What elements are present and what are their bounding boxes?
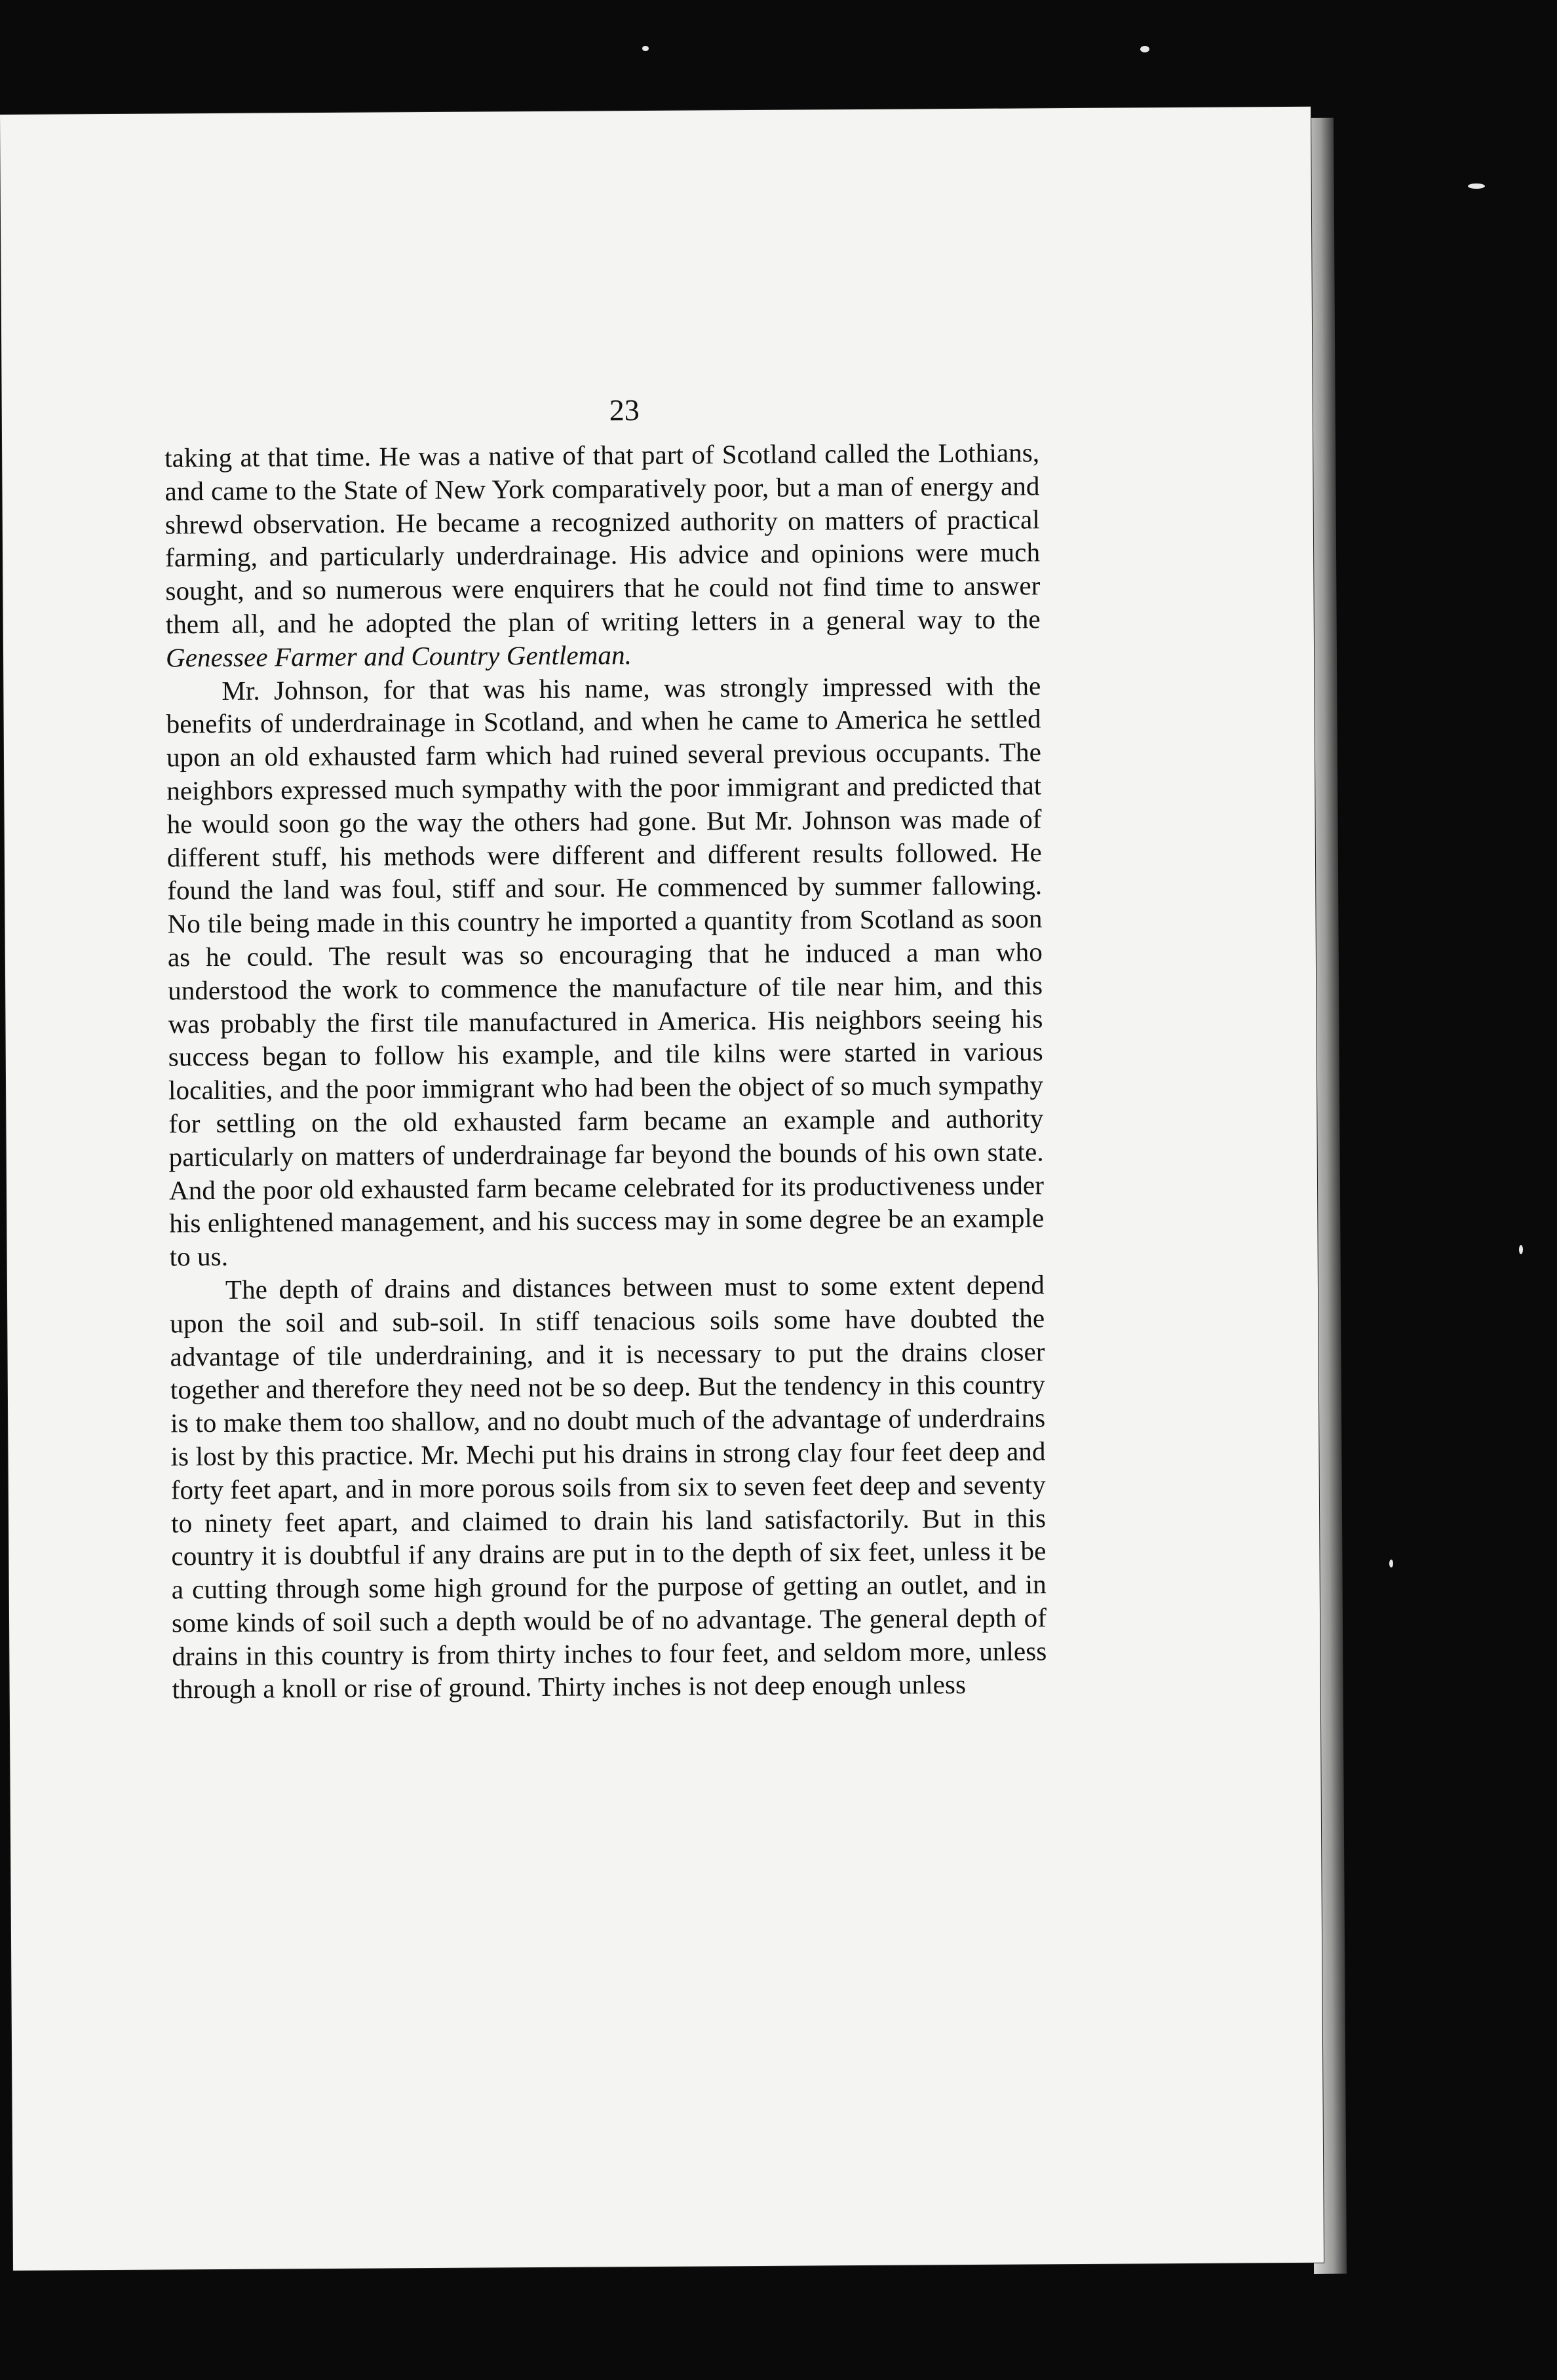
dust-speck [1519,1245,1523,1254]
body-text [164,436,1047,1706]
paragraph-1 [164,436,1041,674]
page-number: 23 [609,393,640,427]
paragraph-2 [166,669,1045,1273]
book-page [0,107,1324,2271]
dust-speck [1140,46,1149,52]
paragraph-3 [170,1268,1047,1706]
paragraph-1-text: taking at that time. He was a native of that part of Scotland called the Lothians, and came to the State of New York comparatively poor, but a man of energy and shrewd observation. He became a recognized authority on matters of practical farming, and particularly underdrainage. His advice and opinions were much sought, and so numerous were enquirers that he could not find time to answer them all, and he adopted the plan of writing letters in a general way to the [164,437,1041,640]
dust-speck [1468,183,1485,189]
paragraph-2-text: Mr. Johnson, for that was his name, was strongly impressed with the benefits of underdrainage in Scotland, and when he came to America he settled upon an old exhausted farm which had ruined several previous occupants. The neighbors expressed much sympathy with the poor immigrant and predicted that he would soon go the way the others had gone. But Mr. Johnson was made of different stuff, his methods were different and different results followed. He found the land was foul, stiff and sour. He commenced by summer fallowing. No tile being made in this country he imported a quantity from Scotland as soon as he could. The result was so encouraging that he induced a man who understood the work to commence the manufacture of tile near him, and this was probably the first tile manufactured in America. His neighbors seeing his success began to follow his example, and tile kilns were started in various localities, and the poor immigrant who had been the object of so much sympathy for settling on the old exhausted farm became an example and authority particularly on matters of underdrainage far beyond the bounds of his own state. And the poor old exhausted farm became celebrated for its productiveness under his enlightened management, and his success may in some degree be an example to us. [166,670,1045,1272]
paragraph-3-text: The depth of drains and distances between must to some extent depend upon the soil and sub-soil. In stiff tenacious soils some have doubted the advantage of tile underdraining, and it is necessary to put the drains closer together and therefore they need not be so deep. But the tendency in this country is to make them too shallow, and no doubt much of the advantage of underdrains is lost by this practice. Mr. Mechi put his drains in strong clay four feet deep and forty feet apart, and in more porous soils from six to seven feet deep and seventy to ninety feet apart, and claimed to drain his land satisfactorily. But in this country it is doubtful if any drains are put in to the depth of six feet, unless it be a cutting through some high ground for the purpose of getting an outlet, and in some kinds of soil such a depth would be of no advantage. The general depth of drains in this country is from thirty inches to four feet, and seldom more, unless through a knoll or rise of ground. Thirty inches is not deep enough unless [170,1269,1047,1704]
publication-title: Genessee Farmer and Country Gentleman. [165,639,632,673]
dust-speck [1389,1560,1393,1567]
dust-speck [642,46,649,51]
